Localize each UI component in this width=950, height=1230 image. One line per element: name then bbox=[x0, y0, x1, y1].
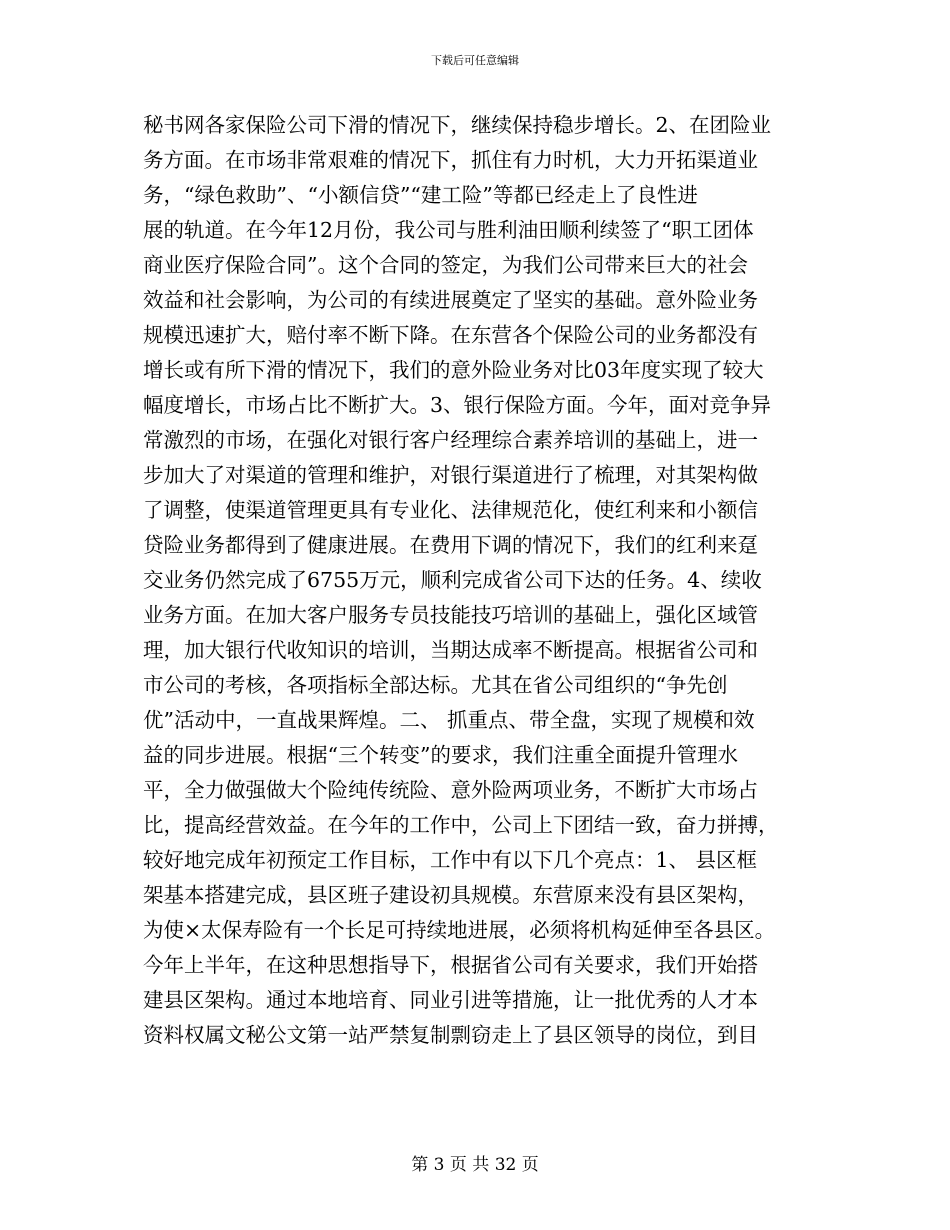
body-line: 了调整，使渠道管理更具有专业化、法律规范化，使红利来和小额信 bbox=[143, 498, 758, 522]
body-line: 幅度增长，市场占比不断扩大。3、银行保险方面。今年，面对竞争异 bbox=[143, 393, 772, 417]
body-line: 业务方面。在加大客户服务专员技能技巧培训的基础上，强化区域管 bbox=[143, 603, 758, 627]
body-line: 展的轨道。在今年12月份，我公司与胜利油田顺利续签了“职工团体 bbox=[143, 218, 754, 242]
body-line: 较好地完成年初预定工作目标，工作中有以下几个亮点：1、 县区框 bbox=[143, 848, 758, 872]
body-line: 建县区架构。通过本地培育、同业引进等措施，让一批优秀的人才本 bbox=[143, 988, 758, 1012]
document-body bbox=[143, 108, 807, 1053]
body-line: 今年上半年，在这种思想指导下，根据省公司有关要求，我们开始搭 bbox=[143, 953, 758, 977]
body-line: 平，全力做强做大个险纯传统险、意外险两项业务，不断扩大市场占 bbox=[143, 778, 758, 802]
body-line: 优”活动中，一直战果辉煌。二、 抓重点、带全盘，实现了规模和效 bbox=[143, 708, 755, 732]
body-line: 贷险业务都得到了健康进展。在费用下调的情况下，我们的红利来趸 bbox=[143, 533, 758, 557]
body-line: 理，加大银行代收知识的培训，当期达成率不断提高。根据省公司和 bbox=[143, 638, 758, 662]
body-line: 为使×太保寿险有一个长足可持续地进展，必须将机构延伸至各县区。 bbox=[143, 918, 776, 942]
body-line: 市公司的考核，各项指标全部达标。尤其在省公司组织的“争先创 bbox=[143, 673, 728, 697]
body-line: 务方面。在市场非常艰难的情况下，抓住有力时机，大力开拓渠道业 bbox=[143, 148, 758, 172]
page-number: 第 3 页 共 32 页 bbox=[411, 1155, 539, 1175]
body-line: 秘书网各家保险公司下滑的情况下，继续保持稳步增长。2、在团险业 bbox=[143, 113, 772, 137]
body-line: 益的同步进展。根据“三个转变”的要求，我们注重全面提升管理水 bbox=[143, 743, 738, 767]
body-line: 商业医疗保险合同”。这个合同的签定，为我们公司带来巨大的社会 bbox=[143, 253, 748, 277]
body-line: 比，提高经营效益。在今年的工作中，公司上下团结一致，奋力拼搏， bbox=[143, 813, 779, 837]
body-line: 架基本搭建完成，县区班子建设初具规模。东营原来没有县区架构， bbox=[143, 883, 758, 907]
body-line: 务，“绿色救助”、“小额信贷”“建工险”等都已经走上了良性进 bbox=[143, 183, 698, 207]
body-line: 效益和社会影响，为公司的有续进展奠定了坚实的基础。意外险业务 bbox=[143, 288, 758, 312]
body-line: 规模迅速扩大，赔付率不断下降。在东营各个保险公司的业务都没有 bbox=[143, 323, 758, 347]
body-line: 常激烈的市场，在强化对银行客户经理综合素养培训的基础上，进一 bbox=[143, 428, 758, 452]
page-header-note: 下载后可任意编辑 bbox=[431, 54, 519, 67]
body-line: 交业务仍然完成了6755万元，顺利完成省公司下达的任务。4、续收 bbox=[143, 568, 762, 592]
body-line: 步加大了对渠道的管理和维护，对银行渠道进行了梳理，对其架构做 bbox=[143, 463, 758, 487]
body-line: 资料权属文秘公文第一站严禁复制剽窃走上了县区领导的岗位，到目 bbox=[143, 1023, 758, 1047]
body-line: 增长或有所下滑的情况下，我们的意外险业务对比03年度实现了较大 bbox=[143, 358, 764, 382]
